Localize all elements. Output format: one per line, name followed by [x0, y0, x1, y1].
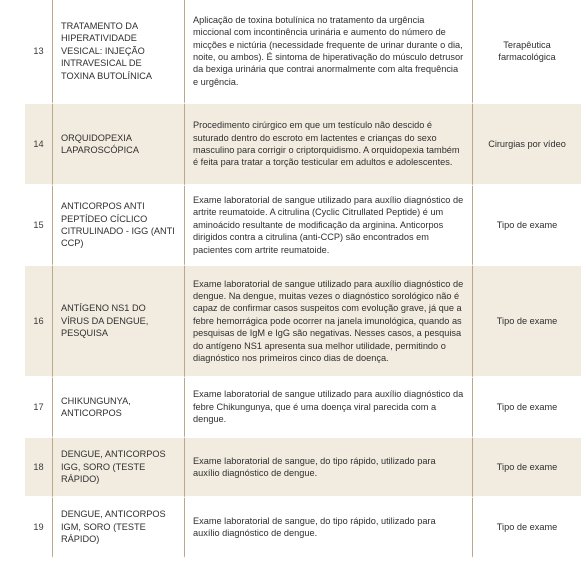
table-row: [25, 104, 581, 186]
row-number: 13: [25, 0, 53, 104]
procedure-name: CHIKUNGUNYA, ANTICORPOS: [53, 378, 185, 438]
page-margin: [0, 0, 25, 563]
procedure-description: Exame laboratorial de sangue utilizado para auxílio diagnóstico de artrite reumatoide. A citrulina (Cyclic Citrullated Peptide) é um aminoácido resultante de modificação da arginina. Anticorpos dirigidos contra a citrulina (anti-CCP) são encontrados em pacientes com artrite reumatoide.: [185, 186, 473, 266]
procedure-name: ANTICORPOS ANTI PEPTÍDEO CÍCLICO CITRULINADO - IGG (ANTI CCP): [53, 186, 185, 266]
procedure-type: Tipo de exame: [473, 498, 581, 558]
procedure-description: Exame laboratorial de sangue utilizado para auxílio diagnóstico de dengue. Na dengue, muitas vezes o diagnóstico sorológico não é capaz de confirmar casos suspeitos com evolução grave, já que a febre hemorrágica pode ocorrer na janela imunológica, quando as pesquisas de IgM e IgG são negativas. Nesses casos, a pesquisa do antígeno NS1 apresenta sua melhor utilidade, permitindo o diagnóstico nos primeiros cinco dias de doença.: [185, 266, 473, 378]
row-number: 17: [25, 378, 53, 438]
procedure-type: Tipo de exame: [473, 266, 581, 378]
row-number: 18: [25, 438, 53, 498]
table-row: [25, 0, 581, 104]
procedure-description: Exame laboratorial de sangue, do tipo rápido, utilizado para auxílio diagnóstico de dengue.: [185, 438, 473, 498]
procedure-description: Exame laboratorial de sangue, do tipo rápido, utilizado para auxílio diagnóstico de dengue.: [185, 498, 473, 558]
table-row: [25, 378, 581, 438]
procedure-type: Cirurgias por vídeo: [473, 104, 581, 186]
row-number: 15: [25, 186, 53, 266]
procedure-type: Terapêutica farmacológica: [473, 0, 581, 104]
procedure-type: Tipo de exame: [473, 378, 581, 438]
procedure-description: Exame laboratorial de sangue utilizado para auxílio diagnóstico da febre Chikungunya, que é uma doença viral parecida com a dengue.: [185, 378, 473, 438]
row-number: 19: [25, 498, 53, 558]
procedure-type: Tipo de exame: [473, 438, 581, 498]
procedures-table: [25, 0, 581, 558]
procedure-description: Aplicação de toxina botulínica no tratamento da urgência miccional com incontinência urinária e aumento do número de micções e nictúria (necessidade frequente de urinar durante o dia, noite, ou ambos). É sintoma de hiperativação do músculo detrusor da bexiga urinária que contrai anormalmente com alta frequência e urgência.: [185, 0, 473, 104]
row-number: 14: [25, 104, 53, 186]
table-row: [25, 498, 581, 558]
procedure-name: TRATAMENTO DA HIPERATIVIDADE VESICAL: INJEÇÃO INTRAVESICAL DE TOXINA BUTOLÍNICA: [53, 0, 185, 104]
procedure-name: DENGUE, ANTICORPOS IGM, SORO (TESTE RÁPIDO): [53, 498, 185, 558]
procedure-type: Tipo de exame: [473, 186, 581, 266]
table-row: [25, 266, 581, 378]
procedure-name: DENGUE, ANTICORPOS IGG, SORO (TESTE RÁPIDO): [53, 438, 185, 498]
procedure-name: ORQUIDOPEXIA LAPAROSCÓPICA: [53, 104, 185, 186]
table-row: [25, 186, 581, 266]
procedure-name: ANTÍGENO NS1 DO VÍRUS DA DENGUE, PESQUISA: [53, 266, 185, 378]
procedure-description: Procedimento cirúrgico em que um testículo não descido é suturado dentro do escroto em lactentes e crianças do sexo masculino para corrigir o criptorquidismo. A orquidopexia também é feita para tratar a torção testicular em adultos e adolescentes.: [185, 104, 473, 186]
row-number: 16: [25, 266, 53, 378]
table-row: [25, 438, 581, 498]
